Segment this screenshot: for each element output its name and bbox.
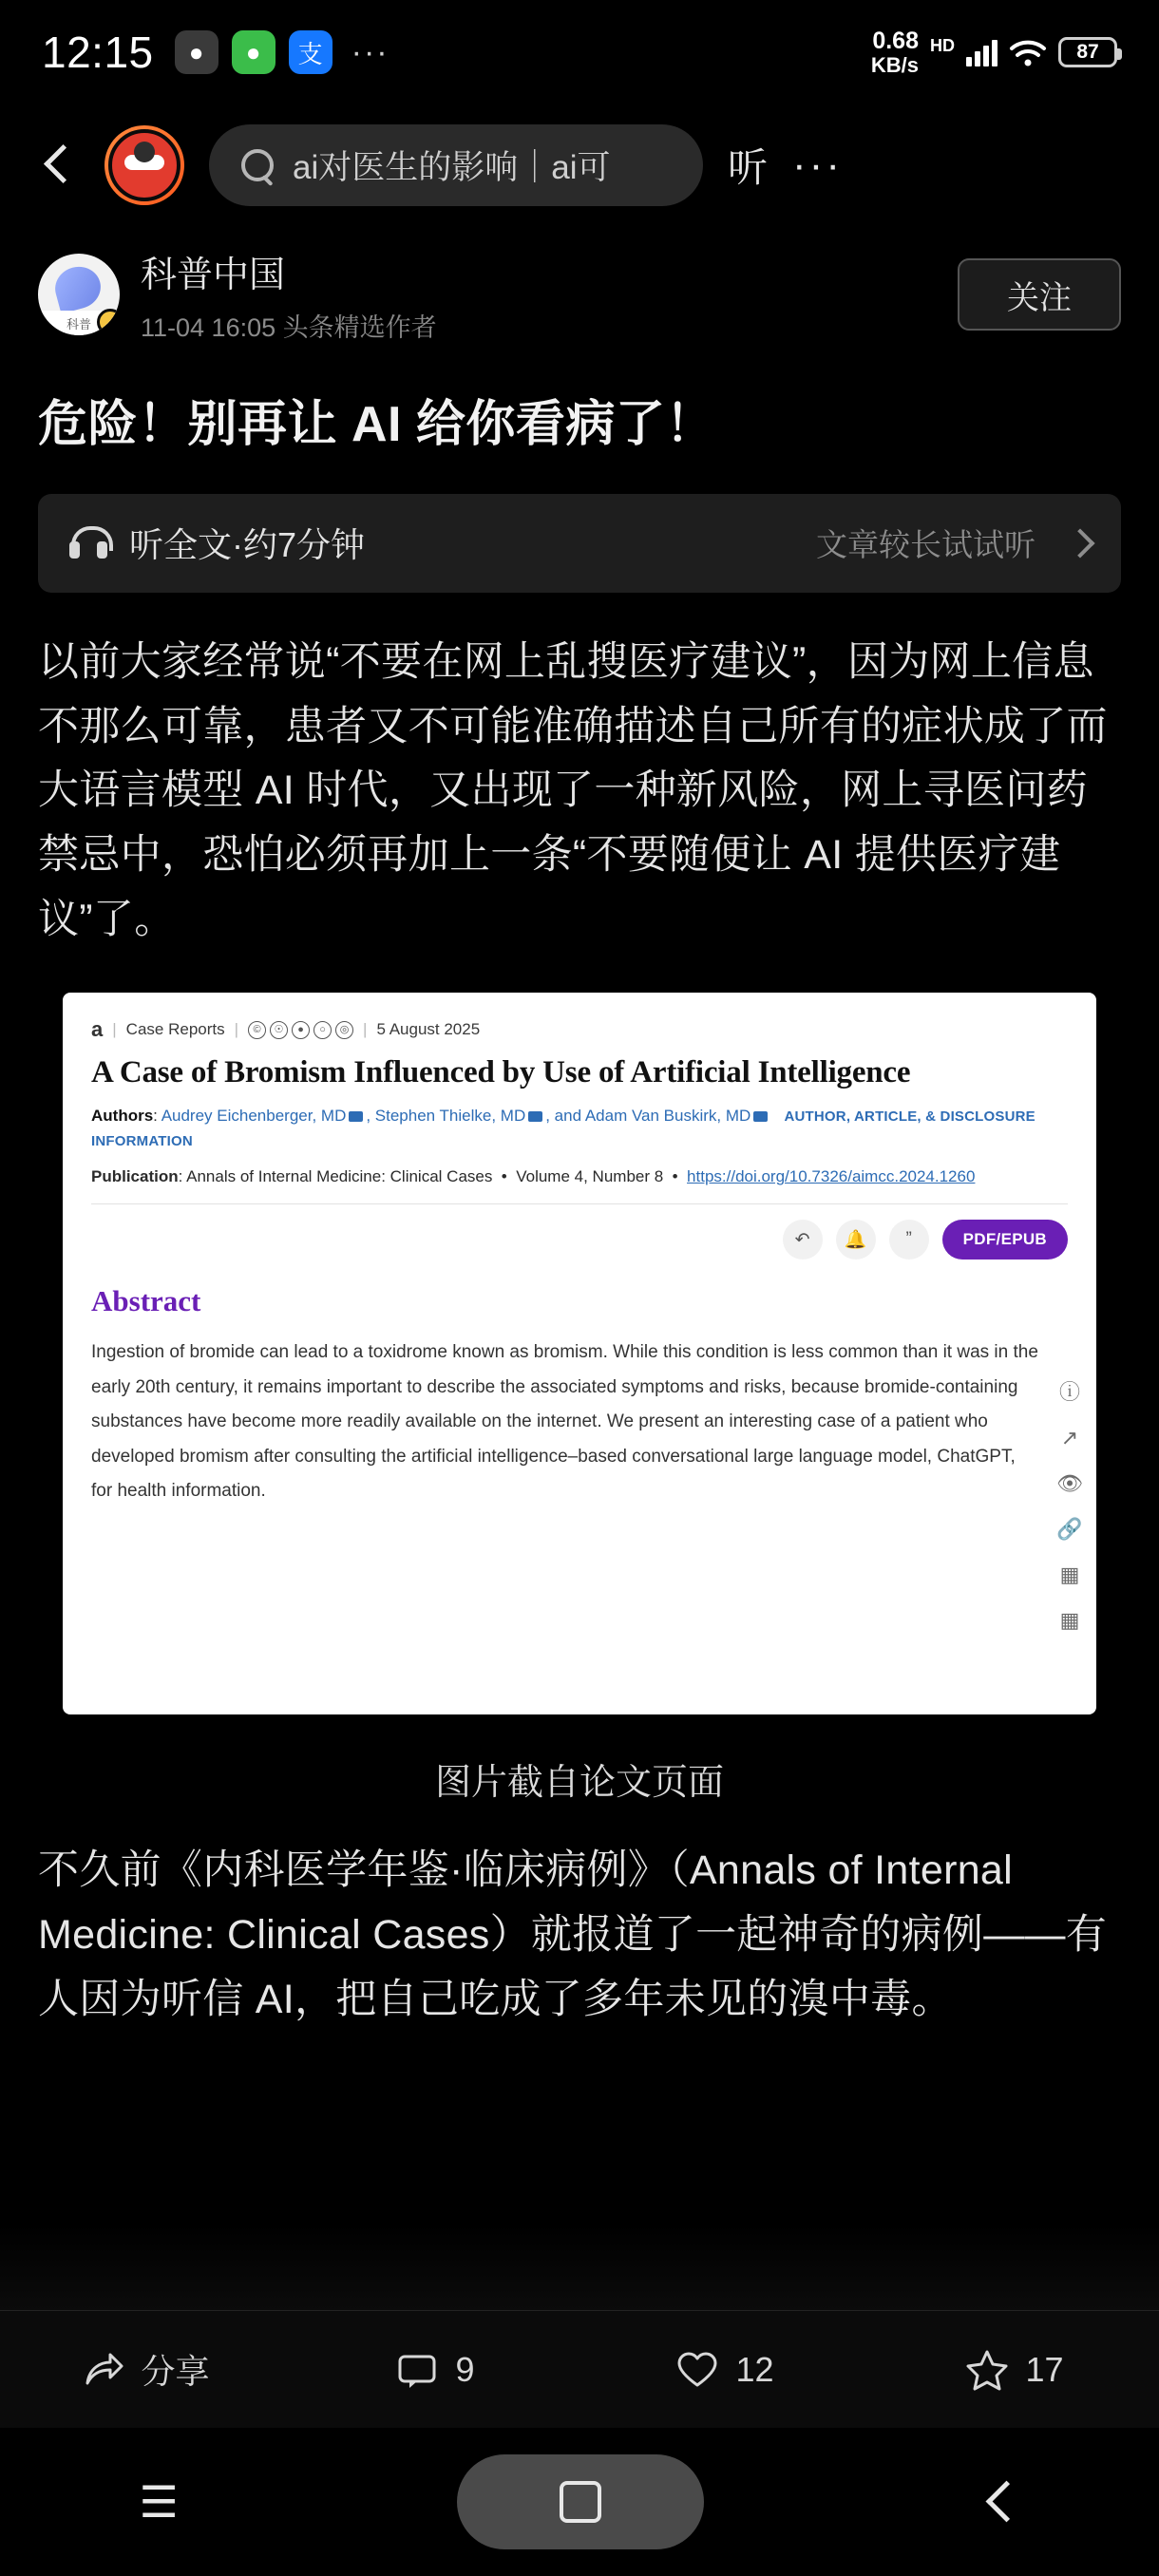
hd-badge: HD [930,35,955,55]
trend-icon[interactable]: ↗ [1060,1426,1079,1450]
search-input-value: ai对医生的影响｜ai可 [293,149,611,186]
paper-date: 5 August 2025 [376,1020,481,1039]
table-icon[interactable]: ▦ [1059,1608,1080,1633]
menu-icon[interactable]: ☰ [139,2477,179,2527]
back-chevron-icon[interactable] [38,144,80,186]
page-title: 危险！别再让 AI 给你看病了！ [38,397,715,452]
paper-disclosure-link[interactable]: AUTHOR, ARTICLE, & DISCLOSURE INFORMATION [91,1108,1036,1149]
author-avatar[interactable] [38,254,120,335]
email-icon [528,1111,542,1122]
search-input[interactable] [209,124,703,206]
share-icon[interactable]: ↶ [783,1220,823,1260]
paper-source-mark: a [91,1017,104,1042]
share-button[interactable] [0,2345,290,2394]
eye-icon[interactable]: 👁 [1056,1471,1083,1496]
alipay-icon: 支 [289,30,332,74]
status-right-cluster [871,28,1117,75]
quote-icon[interactable]: ” [889,1220,929,1260]
share-label: 分享 [141,2352,210,2391]
network-speed [871,28,919,75]
figure-caption: 图片截自论文页面 [434,1763,724,1804]
network-unit: KB/s [870,52,919,77]
paper-authors: Authors: Audrey Eichenberger, MD , Stephen Thielke, MD , and Adam Van Buskirk, MD AUTHOR, ARTICLE, & DISCLOSURE INFORMATION [91,1107,1036,1149]
paper-author-2[interactable]: , Stephen Thielke, MD [366,1107,526,1126]
info-icon[interactable]: ⓘ [1058,1380,1080,1405]
comment-count: 9 [455,2349,475,2389]
listen-full-text-label: 听全文·约7分钟 [129,525,366,565]
author-name[interactable]: 科普中国 [141,256,286,295]
favorite-count: 17 [1025,2349,1064,2389]
qq-icon: ● [175,30,218,74]
article-paragraph-1: 以前大家经常说“不要在网上乱搜医疗建议”，因为网上信息不那么可靠，患者又不可能准确描述自己所有的症状成了而大语言模型 AI 时代，又出现了一种新风险，网上寻医问药禁忌中，恐怕必须再加上一条“不要随便让 AI 提供医疗建议”了。 [38,638,1108,943]
verified-badge-icon [97,309,120,335]
paper-author-3[interactable]: , and Adam Van Buskirk, MD [545,1107,751,1126]
like-count: 12 [735,2349,774,2389]
paper-publication-name: Annals of Internal Medicine: Clinical Cases [186,1167,493,1186]
content-fade-mask [0,2225,1159,2310]
like-button[interactable] [580,2347,869,2393]
android-nav-bar [0,2428,1159,2576]
share-icon [80,2347,125,2393]
pdf-epub-button[interactable]: PDF/EPUB [942,1220,1068,1260]
paper-screenshot-figure[interactable] [63,993,1096,1714]
back-icon[interactable] [982,2483,1020,2521]
alert-bell-icon[interactable]: 🔔 [836,1220,876,1260]
search-icon [239,147,276,183]
chevron-right-icon [1068,531,1092,556]
battery-icon [1058,37,1117,67]
email-icon [753,1111,768,1122]
paper-publication-label: Publication [91,1167,179,1186]
home-icon[interactable] [457,2454,704,2549]
status-time: 12:15 [42,28,154,77]
status-bar [0,0,1159,104]
headphone-icon [66,524,110,562]
paper-doi-link[interactable]: https://doi.org/10.7326/aimcc.2024.1260 [687,1167,976,1186]
link-icon[interactable]: 🔗 [1056,1517,1083,1542]
paper-volume: Volume 4, Number 8 [516,1167,664,1186]
heart-icon [674,2347,720,2393]
top-nav-bar [0,104,1159,226]
network-rate: 0.68 [872,28,919,55]
follow-button[interactable]: 关注 [958,258,1121,331]
paper-authors-label: Authors [91,1107,154,1126]
wifi-icon [1009,38,1047,66]
author-meta [141,245,437,344]
paper-title: A Case of Bromism Influenced by Use of Artificial Intelligence [91,1055,911,1090]
channel-avatar[interactable] [104,125,184,205]
status-overflow-icon: ··· [351,33,390,70]
image-icon[interactable]: ▦ [1059,1563,1080,1587]
paper-abstract-text: Ingestion of bromide can lead to a toxidrome known as bromism. While this condition is less common than it was in the early 20th century, it remains important to describe the associated symptoms and risks, because bromide-containing substances have become more readily available on the internet. We present an interesting case of a patient who developed bromism after consulting the artificial intelligence–based conversational large language model, ChatGPT, for health information. [91,1342,1038,1502]
comment-icon [394,2347,440,2393]
listen-full-text-bar[interactable] [38,494,1121,593]
article-paragraph-2: 不久前《内科医学年鉴·临床病例》（Annals of Internal Medicine: Clinical Cases）就报道了一起神奇的病例——有人因为听信 AI，把自己吃成了多年未见的溴中毒。 [38,1847,1108,2023]
paper-section-label: Case Reports [125,1020,225,1039]
paper-side-rail [1043,1373,1096,1631]
more-options-icon[interactable]: ··· [792,142,843,188]
author-subtitle: 11-04 16:05 头条精选作者 [141,313,437,342]
email-icon [349,1111,363,1122]
listen-button[interactable]: 听 [728,145,769,190]
cellular-signal-icon [966,38,998,66]
star-icon [964,2347,1010,2393]
battery-level: 87 [1076,41,1099,63]
favorite-button[interactable] [869,2347,1159,2393]
listen-hint-label: 文章较长试试听 [816,527,1036,563]
paper-abstract-heading: Abstract [91,1284,201,1318]
creative-commons-icons: © ☉ ● ○ ◎ [248,1021,353,1039]
paper-header-row: a | Case Reports | © ☉ ● ○ ◎ | 5 August 2025 [91,1017,481,1042]
article-action-bar [0,2310,1159,2428]
paper-action-row [63,1204,1096,1260]
wechat-icon: ● [232,30,276,74]
author-avatar-caption: 科普 [38,311,120,335]
paper-publication-row: Publication: Annals of Internal Medicine: Clinical Cases • Volume 4, Number 8 • https://doi.org/10.7326/aimcc.2024.1260 [91,1167,976,1186]
status-app-icons [175,30,390,74]
paper-author-1[interactable]: Audrey Eichenberger, MD [161,1107,347,1126]
comment-button[interactable] [290,2347,580,2393]
author-row [0,226,1159,353]
